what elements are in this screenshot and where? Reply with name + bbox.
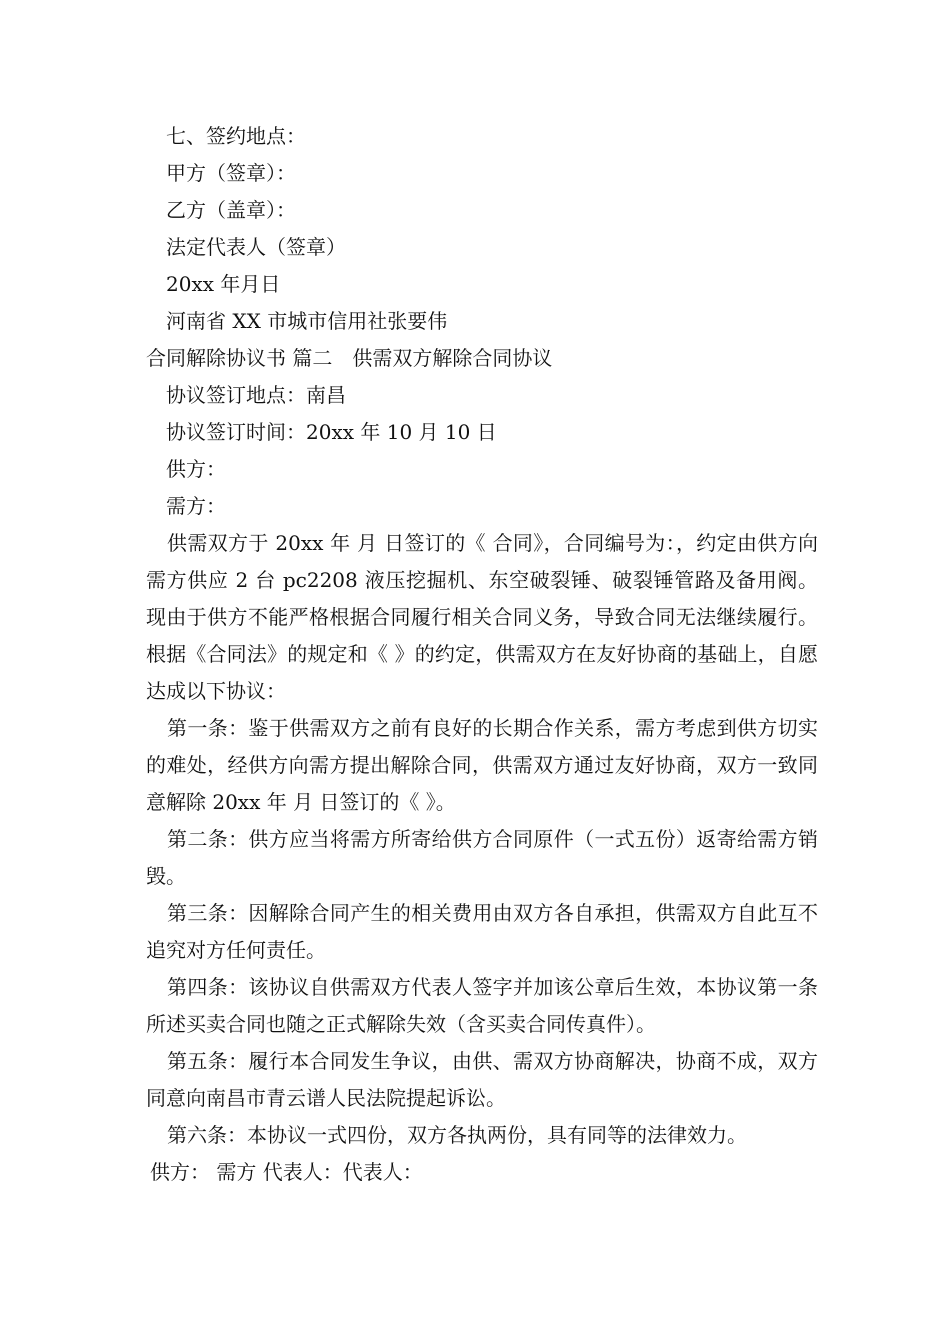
signature-line: 供方： 需方 代表人：代表人： [150, 1160, 423, 1184]
agreement-place: 协议签订地点：南昌 [166, 383, 346, 407]
paragraph-article-1: 第一条：鉴于供需双方之前有良好的长期合作关系，需方考虑到供方切实的难处，经供方向需方提出解除合同，供需双方通过友好协商，双方一致同意解除 20xx 年 月 日签订的《 》。 [146, 716, 818, 814]
document-body [146, 118, 818, 1191]
author-line: 河南省 XX 市城市信用社张要伟 [166, 309, 448, 333]
agreement-time: 协议签订时间：20xx 年 10 月 10 日 [166, 420, 497, 444]
legal-representative: 法定代表人（签章） [166, 235, 346, 259]
party-b-seal: 乙方（盖章）： [166, 198, 296, 222]
section-heading: 合同解除协议书 篇二 供需双方解除合同协议 [146, 346, 553, 370]
paragraph-preamble: 供需双方于 20xx 年 月 日签订的《 合同》，合同编号为：，约定由供方向需方供应 2 台 pc2208 液压挖掘机、东空破裂锤、破裂锤管路及备用阀。现由于供方不能严格根据合同履行相关合同义务，导致合同无法继续履行。根据《合同法》的规定和《 》的约定，供需双方在友好协商的基础上，自愿达成以下协议： [146, 531, 818, 703]
date-line: 20xx 年月日 [166, 272, 281, 296]
clause-signing-place: 七、签约地点： [166, 124, 306, 148]
paragraph-article-4: 第四条：该协议自供需双方代表人签字并加该公章后生效，本协议第一条所述买卖合同也随之正式解除失效（含买卖合同传真件）。 [146, 975, 818, 1036]
paragraph-article-2: 第二条：供方应当将需方所寄给供方合同原件（一式五份）返寄给需方销毁。 [146, 827, 818, 888]
supplier-line: 供方： [166, 457, 226, 481]
paragraph-article-6: 第六条：本协议一式四份，双方各执两份，具有同等的法律效力。 [167, 1123, 747, 1147]
party-a-signature: 甲方（签章）： [166, 161, 296, 185]
paragraph-article-5: 第五条：履行本合同发生争议，由供、需双方协商解决，协商不成，双方同意向南昌市青云谱人民法院提起诉讼。 [146, 1049, 818, 1110]
buyer-line: 需方： [166, 494, 226, 518]
paragraph-article-3: 第三条：因解除合同产生的相关费用由双方各自承担，供需双方自此互不追究对方任何责任。 [146, 901, 818, 962]
